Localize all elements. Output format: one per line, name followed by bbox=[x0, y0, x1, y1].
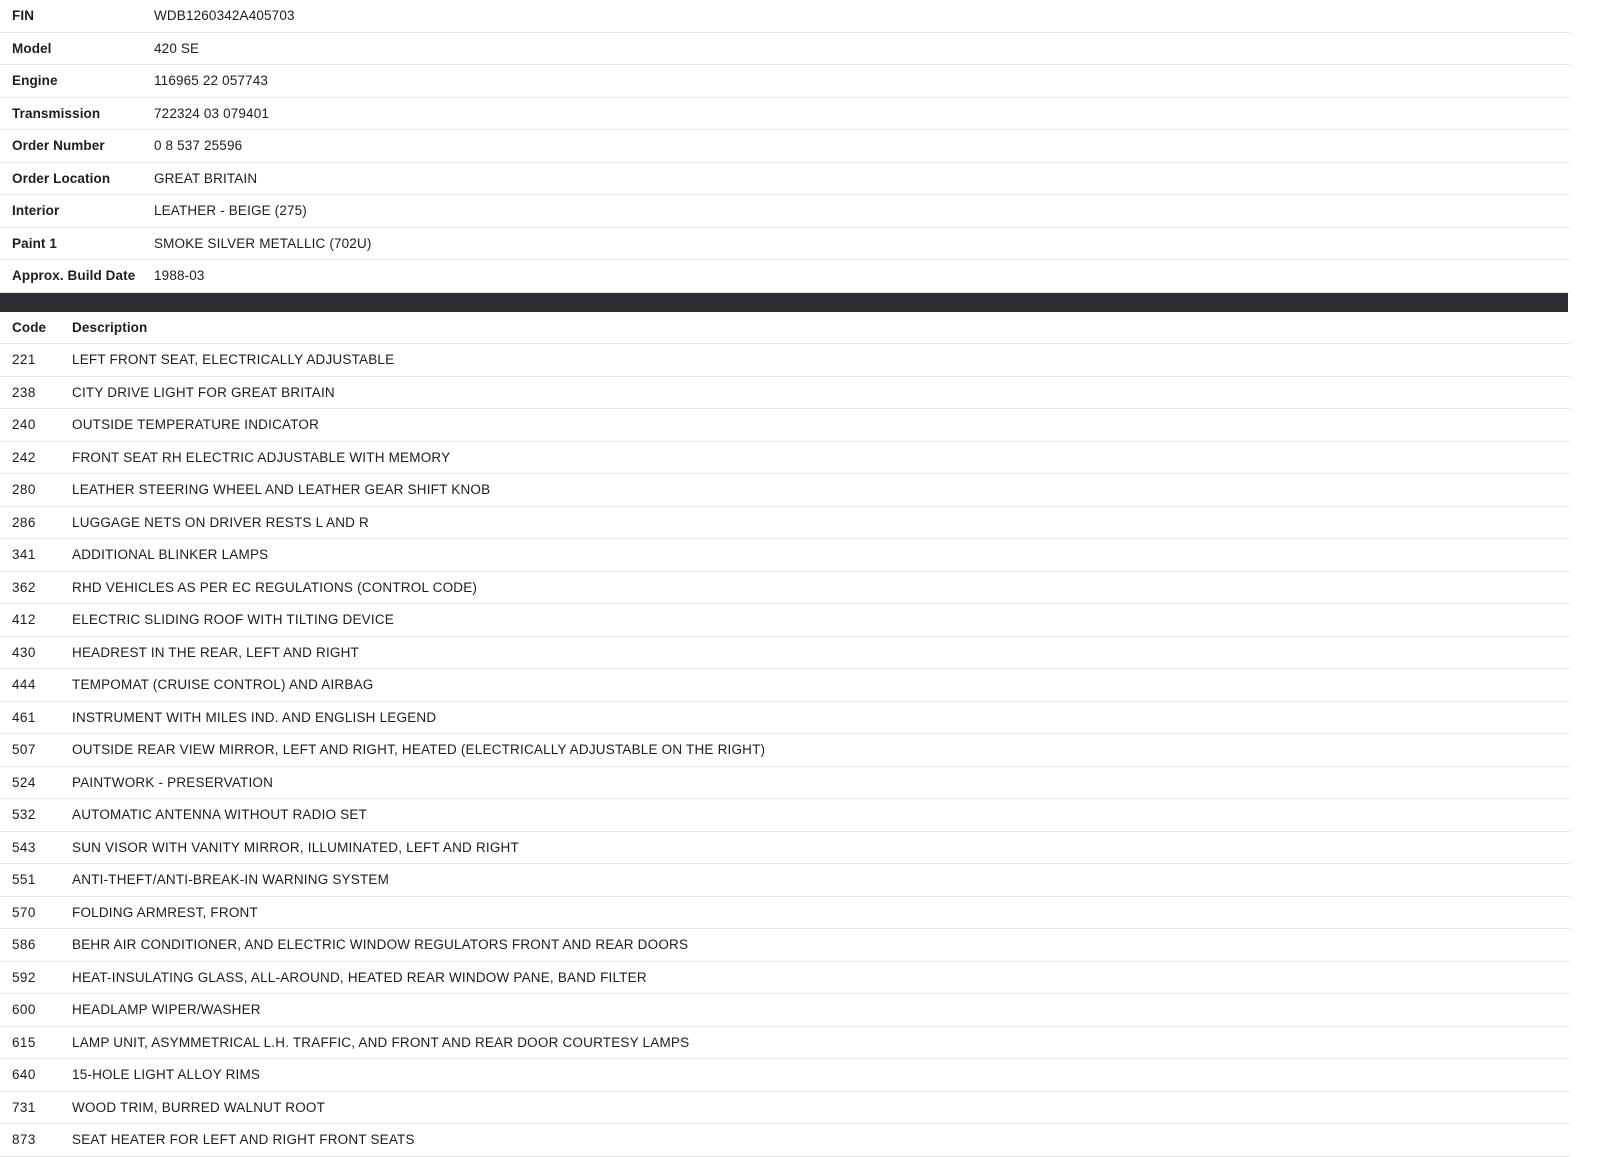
description-cell: ADDITIONAL BLINKER LAMPS bbox=[72, 547, 269, 563]
column-header-code: Code bbox=[12, 319, 47, 335]
code-cell: 551 bbox=[12, 872, 36, 888]
code-cell: 242 bbox=[12, 449, 36, 465]
description-cell: SUN VISOR WITH VANITY MIRROR, ILLUMINATED, LEFT AND RIGHT bbox=[72, 839, 519, 855]
description-cell: CITY DRIVE LIGHT FOR GREAT BRITAIN bbox=[72, 384, 335, 400]
description-cell: LAMP UNIT, ASYMMETRICAL L.H. TRAFFIC, AND FRONT AND REAR DOOR COURTESY LAMPS bbox=[72, 1034, 690, 1050]
option-codes-header bbox=[0, 312, 1600, 344]
code-cell: 240 bbox=[12, 417, 36, 433]
table-row bbox=[0, 1124, 1600, 1157]
description-cell: FRONT SEAT RH ELECTRIC ADJUSTABLE WITH MEMORY bbox=[72, 449, 451, 465]
description-cell: LEFT FRONT SEAT, ELECTRICALLY ADJUSTABLE bbox=[72, 352, 395, 368]
code-cell: 592 bbox=[12, 969, 36, 985]
spec-label: Engine bbox=[12, 73, 58, 89]
table-row bbox=[0, 734, 1600, 767]
code-cell: 221 bbox=[12, 352, 36, 368]
table-row bbox=[0, 604, 1600, 637]
code-cell: 600 bbox=[12, 1002, 36, 1018]
description-cell: OUTSIDE REAR VIEW MIRROR, LEFT AND RIGHT, HEATED (ELECTRICALLY ADJUSTABLE ON THE RIGHT) bbox=[72, 742, 766, 758]
description-cell: HEAT-INSULATING GLASS, ALL-AROUND, HEATED REAR WINDOW PANE, BAND FILTER bbox=[72, 969, 647, 985]
spec-value: LEATHER - BEIGE (275) bbox=[154, 203, 307, 219]
spec-label: Paint 1 bbox=[12, 235, 57, 251]
description-cell: OUTSIDE TEMPERATURE INDICATOR bbox=[72, 417, 320, 433]
spec-value: 722324 03 079401 bbox=[154, 105, 270, 121]
spec-value: GREAT BRITAIN bbox=[154, 170, 258, 186]
code-cell: 586 bbox=[12, 937, 36, 953]
description-cell: PAINTWORK - PRESERVATION bbox=[72, 774, 274, 790]
table-row bbox=[0, 227, 1600, 260]
section-divider-band bbox=[0, 293, 1600, 312]
table-row bbox=[0, 162, 1600, 195]
table-row bbox=[0, 97, 1600, 130]
description-cell: FOLDING ARMREST, FRONT bbox=[72, 904, 258, 920]
table-row bbox=[0, 0, 1600, 32]
spec-value: 1988-03 bbox=[154, 268, 205, 284]
spec-label: Approx. Build Date bbox=[12, 268, 136, 284]
table-row bbox=[0, 376, 1600, 409]
table-row bbox=[0, 961, 1600, 994]
code-cell: 731 bbox=[12, 1099, 36, 1115]
table-row bbox=[0, 669, 1600, 702]
description-cell: ANTI-THEFT/ANTI-BREAK-IN WARNING SYSTEM bbox=[72, 872, 390, 888]
table-row bbox=[0, 1091, 1600, 1124]
table-row bbox=[0, 799, 1600, 832]
description-cell: WOOD TRIM, BURRED WALNUT ROOT bbox=[72, 1099, 326, 1115]
table-row bbox=[0, 506, 1600, 539]
spec-value: WDB1260342A405703 bbox=[154, 8, 295, 24]
code-cell: 640 bbox=[12, 1067, 36, 1083]
vehicle-spec-body bbox=[0, 0, 1600, 292]
spec-label: Order Location bbox=[12, 170, 111, 186]
spec-label: Order Number bbox=[12, 138, 105, 154]
option-codes-table bbox=[0, 312, 1600, 1157]
table-row bbox=[0, 441, 1600, 474]
description-cell: 15-HOLE LIGHT ALLOY RIMS bbox=[72, 1067, 261, 1083]
spec-label: Interior bbox=[12, 203, 60, 219]
code-cell: 570 bbox=[12, 904, 36, 920]
code-cell: 524 bbox=[12, 774, 36, 790]
table-row bbox=[0, 929, 1600, 962]
table-row bbox=[0, 864, 1600, 897]
code-cell: 507 bbox=[12, 742, 36, 758]
spec-value: 116965 22 057743 bbox=[154, 73, 269, 89]
spec-value: SMOKE SILVER METALLIC (702U) bbox=[154, 235, 372, 251]
code-cell: 873 bbox=[12, 1132, 36, 1148]
table-row bbox=[0, 195, 1600, 228]
table-row bbox=[0, 1059, 1600, 1092]
table-row bbox=[0, 571, 1600, 604]
vehicle-spec-table bbox=[0, 0, 1600, 293]
section-divider-gutter bbox=[1568, 293, 1600, 312]
spec-label: Transmission bbox=[12, 105, 101, 121]
code-cell: 532 bbox=[12, 807, 36, 823]
description-cell: AUTOMATIC ANTENNA WITHOUT RADIO SET bbox=[72, 807, 368, 823]
code-cell: 341 bbox=[12, 547, 36, 563]
table-header-row bbox=[0, 312, 1600, 344]
spec-label: FIN bbox=[12, 8, 35, 24]
spec-label: Model bbox=[12, 40, 52, 56]
code-cell: 362 bbox=[12, 579, 36, 595]
description-cell: INSTRUMENT WITH MILES IND. AND ENGLISH LEGEND bbox=[72, 709, 437, 725]
code-cell: 444 bbox=[12, 677, 36, 693]
code-cell: 280 bbox=[12, 482, 36, 498]
table-row bbox=[0, 766, 1600, 799]
description-cell: HEADLAMP WIPER/WASHER bbox=[72, 1002, 261, 1018]
table-row bbox=[0, 636, 1600, 669]
table-row bbox=[0, 1026, 1600, 1059]
code-cell: 615 bbox=[12, 1034, 36, 1050]
code-cell: 543 bbox=[12, 839, 36, 855]
table-row bbox=[0, 344, 1600, 377]
table-row bbox=[0, 896, 1600, 929]
description-cell: TEMPOMAT (CRUISE CONTROL) AND AIRBAG bbox=[72, 677, 374, 693]
description-cell: ELECTRIC SLIDING ROOF WITH TILTING DEVICE bbox=[72, 612, 394, 628]
description-cell: HEADREST IN THE REAR, LEFT AND RIGHT bbox=[72, 644, 360, 660]
option-codes-body bbox=[0, 344, 1600, 1157]
table-row bbox=[0, 32, 1600, 65]
description-cell: LEATHER STEERING WHEEL AND LEATHER GEAR SHIFT KNOB bbox=[72, 482, 491, 498]
description-cell: SEAT HEATER FOR LEFT AND RIGHT FRONT SEATS bbox=[72, 1132, 415, 1148]
table-row bbox=[0, 474, 1600, 507]
table-row bbox=[0, 831, 1600, 864]
description-cell: LUGGAGE NETS ON DRIVER RESTS L AND R bbox=[72, 514, 370, 530]
table-row bbox=[0, 994, 1600, 1027]
code-cell: 461 bbox=[12, 709, 36, 725]
spec-value: 420 SE bbox=[154, 40, 200, 56]
code-cell: 430 bbox=[12, 644, 36, 660]
table-row bbox=[0, 409, 1600, 442]
table-row bbox=[0, 539, 1600, 572]
code-cell: 412 bbox=[12, 612, 36, 628]
spec-value: 0 8 537 25596 bbox=[154, 138, 243, 154]
description-cell: BEHR AIR CONDITIONER, AND ELECTRIC WINDOW REGULATORS FRONT AND REAR DOORS bbox=[72, 937, 689, 953]
table-row bbox=[0, 65, 1600, 98]
table-row bbox=[0, 701, 1600, 734]
table-row bbox=[0, 130, 1600, 163]
code-cell: 238 bbox=[12, 384, 36, 400]
code-cell: 286 bbox=[12, 514, 36, 530]
table-row bbox=[0, 260, 1600, 293]
column-header-description: Description bbox=[72, 319, 148, 335]
section-divider bbox=[0, 293, 1600, 312]
description-cell: RHD VEHICLES AS PER EC REGULATIONS (CONTROL CODE) bbox=[72, 579, 478, 595]
